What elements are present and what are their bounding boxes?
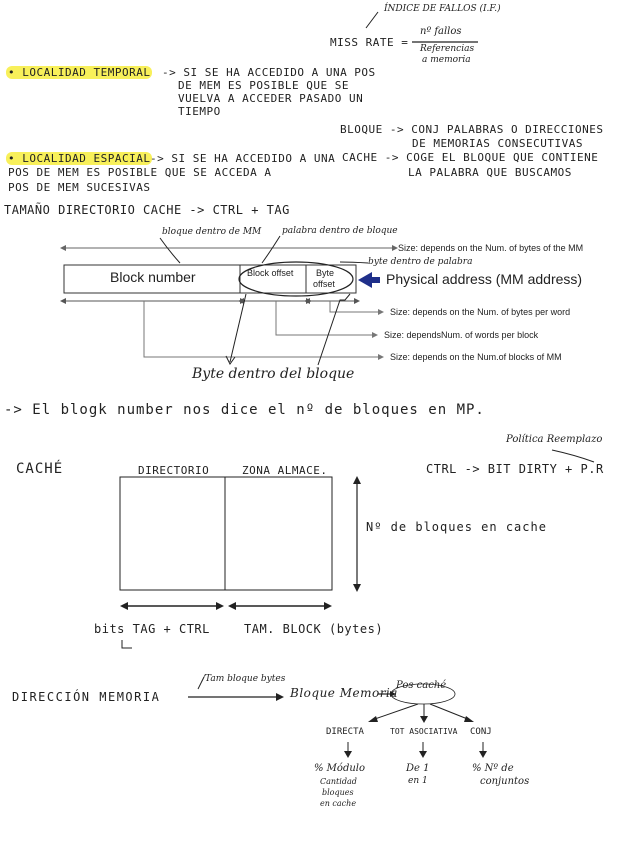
localidad-temporal-line-2: DE MEM ES POSIBLE QUE SE bbox=[178, 79, 349, 92]
byte-offset-label-2: offset bbox=[313, 279, 335, 289]
cache-diagram-graphics bbox=[120, 450, 594, 648]
byte-offset-label-1: Byte bbox=[316, 268, 335, 278]
modulo-line-1: % Módulo bbox=[314, 763, 366, 774]
tamano-directorio: TAMAÑO DIRECTORIO CACHE -> CTRL + TAG bbox=[4, 203, 290, 217]
localidad-temporal-line-1: -> SI SE HA ACCEDIDO A UNA POS bbox=[162, 66, 376, 79]
conjuntos-line-2: conjuntos bbox=[480, 776, 530, 787]
cache-col-directorio: DIRECTORIO bbox=[138, 464, 210, 477]
localidad-espacial-line-2: POS DE MEM ES POSIBLE QUE SE ACCEDA A bbox=[8, 166, 272, 179]
bloque-definition-2: DE MEMORIAS CONSECUTIVAS bbox=[412, 137, 583, 150]
size-blocks-mm: Size: depends on the Num.of blocks of MM bbox=[390, 352, 562, 362]
de1-line-2: en 1 bbox=[408, 776, 428, 786]
localidad-temporal-line-4: TIEMPO bbox=[178, 105, 221, 118]
cache-box bbox=[120, 477, 332, 590]
mapping-conj: CONJ bbox=[470, 727, 492, 737]
modulo-line-3: bloques bbox=[322, 788, 354, 797]
pa-arrow bbox=[358, 272, 380, 288]
politica-reemplazo: Política Reemplazo bbox=[506, 434, 603, 445]
mapping-tot-asociativa: TOT ASOCIATIVA bbox=[390, 727, 458, 736]
cache-title: CACHÉ bbox=[16, 461, 64, 477]
modulo-line-2: Cantidad bbox=[320, 777, 357, 786]
miss-rate-denominator-2: a memoria bbox=[422, 55, 471, 65]
cache-col-zona-almace: ZONA ALMACE. bbox=[242, 464, 328, 477]
miss-rate-numerator: nº fallos bbox=[420, 26, 462, 37]
physical-address-label: Physical address (MM address) bbox=[386, 271, 583, 287]
direccion-memoria-label: DIRECCIÓN MEMORIA bbox=[12, 690, 161, 704]
localidad-espacial-line-1: -> SI SE HA ACCEDIDO A UNA bbox=[150, 152, 336, 165]
size-bytes-mm: Size: depends on the Num. of bytes of the MM bbox=[398, 243, 584, 253]
address-diagram-graphics bbox=[60, 236, 398, 365]
cache-definition-2: LA PALABRA QUE BUSCAMOS bbox=[408, 166, 572, 179]
ann-palabra-bloque: palabra dentro de bloque bbox=[282, 226, 398, 236]
bits-tag-ctrl: bits TAG + CTRL bbox=[94, 622, 210, 636]
tam-bloque-bytes-label: /Tam bloque bytes bbox=[202, 674, 286, 684]
block-offset-label: Block offset bbox=[247, 268, 294, 278]
localidad-espacial-term: • LOCALIDAD ESPACIAL bbox=[8, 152, 151, 165]
pos-cache-label: Pos caché bbox=[396, 680, 447, 691]
bloque-definition-1: BLOQUE -> CONJ PALABRAS O DIRECCIONES bbox=[340, 123, 604, 136]
miss-rate-annotation: ÍNDICE DE FALLOS (I.F.) bbox=[384, 4, 501, 14]
localidad-temporal-line-3: VUELVA A ACCEDER PASADO UN bbox=[178, 92, 364, 105]
conjuntos-line-1: % Nº de bbox=[472, 763, 514, 774]
block-number-label: Block number bbox=[110, 269, 196, 285]
modulo-line-4: en cache bbox=[320, 799, 357, 808]
miss-rate-denominator-1: Referencias bbox=[420, 44, 475, 54]
size-bytes-word: Size: depends on the Num. of bytes per word bbox=[390, 307, 571, 317]
localidad-espacial-line-3: POS DE MEM SUCESIVAS bbox=[8, 181, 151, 194]
byte-dentro-bloque: Byte dentro del bloque bbox=[192, 366, 355, 382]
ctrl-dirty-pr: CTRL -> BIT DIRTY + P.R bbox=[426, 462, 604, 476]
de1-line-1: De 1 bbox=[406, 763, 430, 774]
block-number-note: -> El blogk number nos dice el nº de bloques en MP. bbox=[4, 402, 485, 418]
ann-byte-palabra: byte dentro de palabra bbox=[368, 257, 473, 267]
bloques-en-cache: Nº de bloques en cache bbox=[366, 520, 547, 534]
mapping-directa: DIRECTA bbox=[326, 727, 364, 737]
tam-block-bytes: TAM. BLOCK (bytes) bbox=[244, 622, 384, 636]
cache-definition-1: CACHE -> COGE EL BLOQUE QUE CONTIENE bbox=[342, 151, 599, 164]
annotation-arrow bbox=[366, 12, 378, 28]
localidad-temporal-term: • LOCALIDAD TEMPORAL bbox=[8, 66, 151, 79]
ann-bloque-mm: bloque dentro de MM bbox=[162, 227, 262, 237]
miss-rate-label: MISS RATE = bbox=[330, 36, 409, 49]
size-words-block: Size: dependsNum. of words per block bbox=[384, 330, 539, 340]
bloque-memoria-label: Bloque Memoria bbox=[290, 686, 398, 700]
